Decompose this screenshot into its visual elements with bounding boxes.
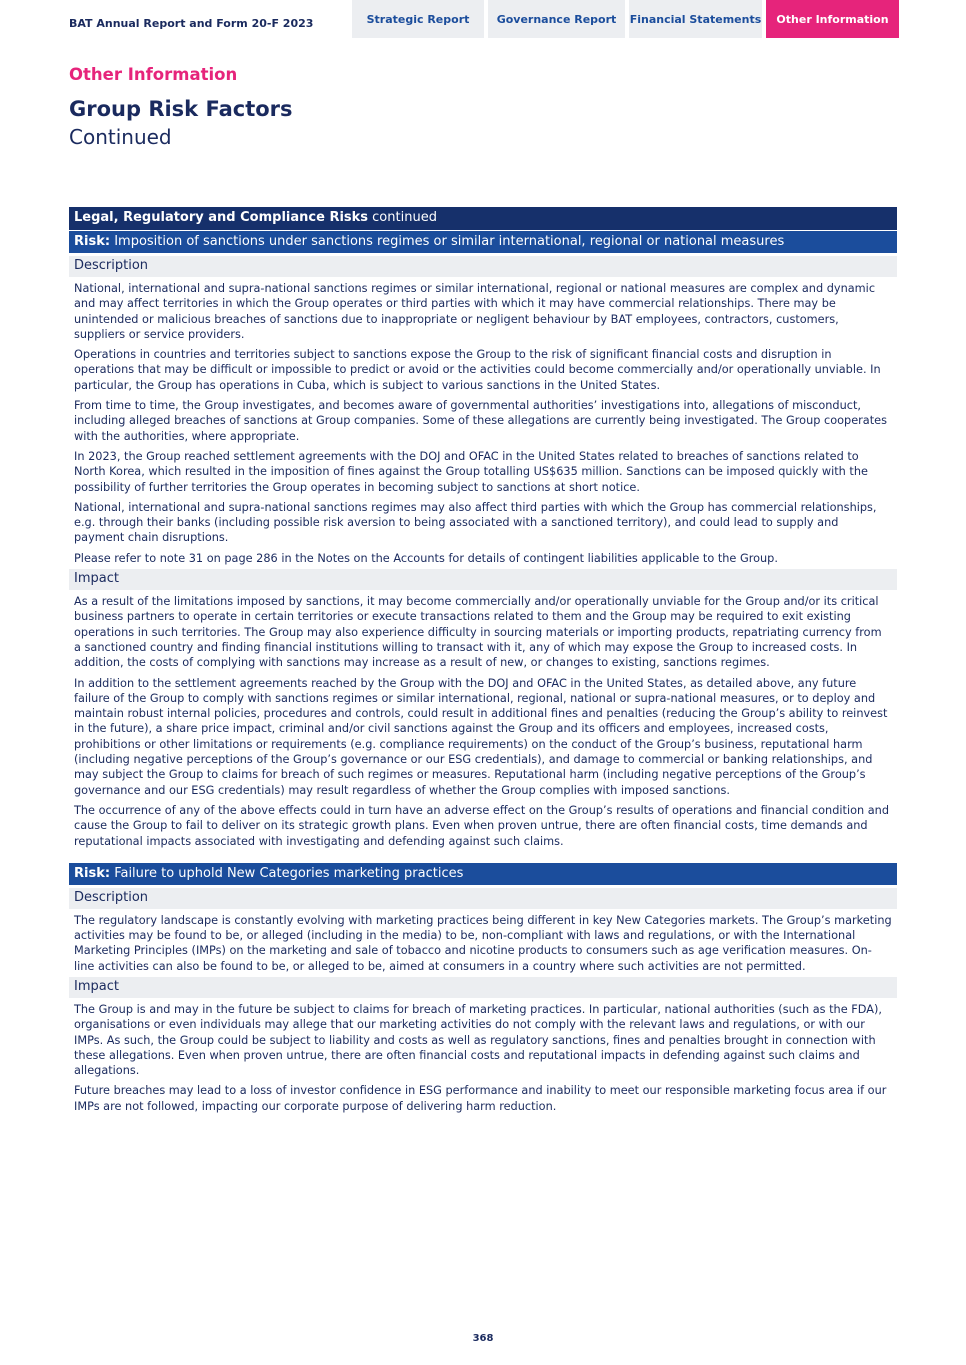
category-title: Legal, Regulatory and Compliance Risks	[74, 210, 369, 225]
page-subtitle: Continued	[69, 125, 172, 149]
risk-title: Failure to uphold New Categories marketing practices	[110, 865, 464, 881]
section-label: Other Information	[69, 65, 238, 84]
risk-table	[69, 207, 897, 1114]
impact-paragraph: The Group is and may in the future be subject to claims for breach of marketing practices. In particular, national authorities (such as the FDA), organisations or even individuals may allege that our marketing activities do not comply with the relevant laws and regulations, or with our IMPs. As such, the Group could be subject to liability and costs as well as regulatory sanctions, fines and penalties brought in connection with these allegations. Even when proven untrue, there are often financial costs and reputational impacts in defending against such claims and allegations.	[74, 1002, 882, 1078]
tab-other-information[interactable]: Other Information	[766, 0, 899, 38]
section-tabs	[352, 0, 899, 38]
risk-title: Imposition of sanctions under sanctions regimes or similar international, regional or national measures	[110, 234, 785, 249]
category-header	[69, 207, 897, 230]
description-label: Description	[69, 256, 897, 277]
impact-label: Impact	[69, 569, 897, 590]
page-title: Group Risk Factors	[69, 97, 293, 121]
description-paragraph: National, international and supra-national sanctions regimes or similar international, regional or national measures are complex and dynamic and may affect territories in which the Group operates or third parties with which it may have commercial relationships. There may be unintended or malicious breaches of sanctions due to inappropriate or negligent behaviour by BAT employees, contractors, customers, suppliers or service providers.	[74, 282, 876, 341]
report-title: BAT Annual Report and Form 20-F 2023	[69, 17, 314, 30]
description-paragraph: The regulatory landscape is constantly evolving with marketing practices being different in key New Categories markets. The Group’s marketing activities may be found to be, or alleged (including in the media) to be, non-compliant with laws and regulations, or with the International Marketing Principles (IMPs) on the marketing and sale of tobacco and nicotine products to consumers such as age verification measures. On-line activities can also be found to be, or alleged to be, aimed at consumers in a country where such activities are not permitted.	[74, 913, 892, 973]
section-gap	[69, 849, 897, 862]
impact-paragraph: In addition to the settlement agreements reached by the Group with the DOJ and OFAC in the United States, as detailed above, any future failure of the Group to comply with sanctions regimes or similar international, regional, national or supra-national measures, or to deploy and maintain robust internal policies, procedures and controls, could result in additional fines and penalties (reducing the Group’s ability to reinvest in the future), a share price impact, criminal and/or civil sanctions against the Group and its officers and employees, increased costs, prohibitions or other limitations or requirements (e.g. compliance requirements) on the conduct of the Group’s business, reputational harm (including negative perceptions of the Group’s governance or our ESG credentials), and damage to commercial or banking relationships, and may subject the Group to claims for breach of such regimes or measures. Reputational harm (including negative perceptions of the Group’s governance and our ESG credentials) may result regardless of whether the Group complies with imposed sanctions.	[74, 676, 888, 797]
risk-header	[69, 231, 897, 253]
page-number: 368	[472, 1333, 494, 1344]
impact-paragraph: As a result of the limitations imposed by sanctions, it may become commercially and/or operationally unviable for the Group and/or its critical business partners to operate in certain territories or execute transactions related to them and the Group may be required to exit existing operations in such territories. The Group may also experience difficulty in sourcing materials or importing products, repatriating currency from a sanctioned country and finding financial institutions willing to transact with it, any of which may expose the Group to increased costs. In addition, the costs of complying with sanctions may increase as a result of new, or changes to existing, sanctions regimes.	[74, 595, 882, 670]
description-paragraph: In 2023, the Group reached settlement agreements with the DOJ and OFAC in the United States related to breaches of sanctions related to North Korea, which resulted in the imposition of fines against the Group totalling US$635 million. Sanctions can be imposed quickly with the possibility of further territories the Group operates in becoming subject to sanctions at short notice.	[74, 449, 868, 494]
impact-paragraph: The occurrence of any of the above effects could in turn have an adverse effect on the Group’s results of operations and financial condition and cause the Group to fail to deliver on its strategic growth plans. Even when proven untrue, there are often financial costs, time demands and reputational impacts associated with investigating and defending against such claims.	[74, 803, 890, 848]
risk-prefix: Risk:	[74, 234, 111, 249]
impact-paragraph: Future breaches may lead to a loss of investor confidence in ESG performance and inability to meet our responsible marketing focus area if our IMPs are not followed, impacting our corporate purpose of delivering harm reduction.	[74, 1084, 887, 1113]
impact-label: Impact	[69, 977, 897, 998]
description-paragraph: Operations in countries and territories subject to sanctions expose the Group to the risk of significant financial costs and disruption in operations that may be difficult or impossible to predict or avoid or the activities could become commercially and/or operationally unviable. In particular, the Group has operations in Cuba, which is subject to various sanctions in the United States.	[74, 348, 881, 392]
risk-prefix: Risk:	[74, 865, 111, 881]
tab-financial-statements[interactable]: Financial Statements	[629, 0, 762, 38]
tab-governance-report[interactable]: Governance Report	[488, 0, 625, 38]
description-label: Description	[69, 888, 897, 909]
description-paragraph: National, international and supra-national sanctions regimes may also affect third parties with which the Group has commercial relationships, e.g. through their banks (including possible risk aversion to being associated with a sanctioned territory), and could lead to supply and payment chain disruptions.	[74, 500, 877, 545]
top-navigation	[0, 0, 966, 38]
description-paragraph: Please refer to note 31 on page 286 in the Notes on the Accounts for details of contingent liabilities applicable to the Group.	[74, 551, 778, 565]
tab-strategic-report[interactable]: Strategic Report	[352, 0, 484, 38]
description-paragraph: From time to time, the Group investigates, and becomes aware of governmental authorities’ investigations into, allegations of misconduct, including alleged breaches of sanctions at Group companies. Some of these allegations are currently being investigated. The Group cooperates with the authorities, where appropriate.	[74, 399, 887, 443]
category-continued: continued	[368, 210, 437, 225]
risk-header	[69, 863, 897, 885]
